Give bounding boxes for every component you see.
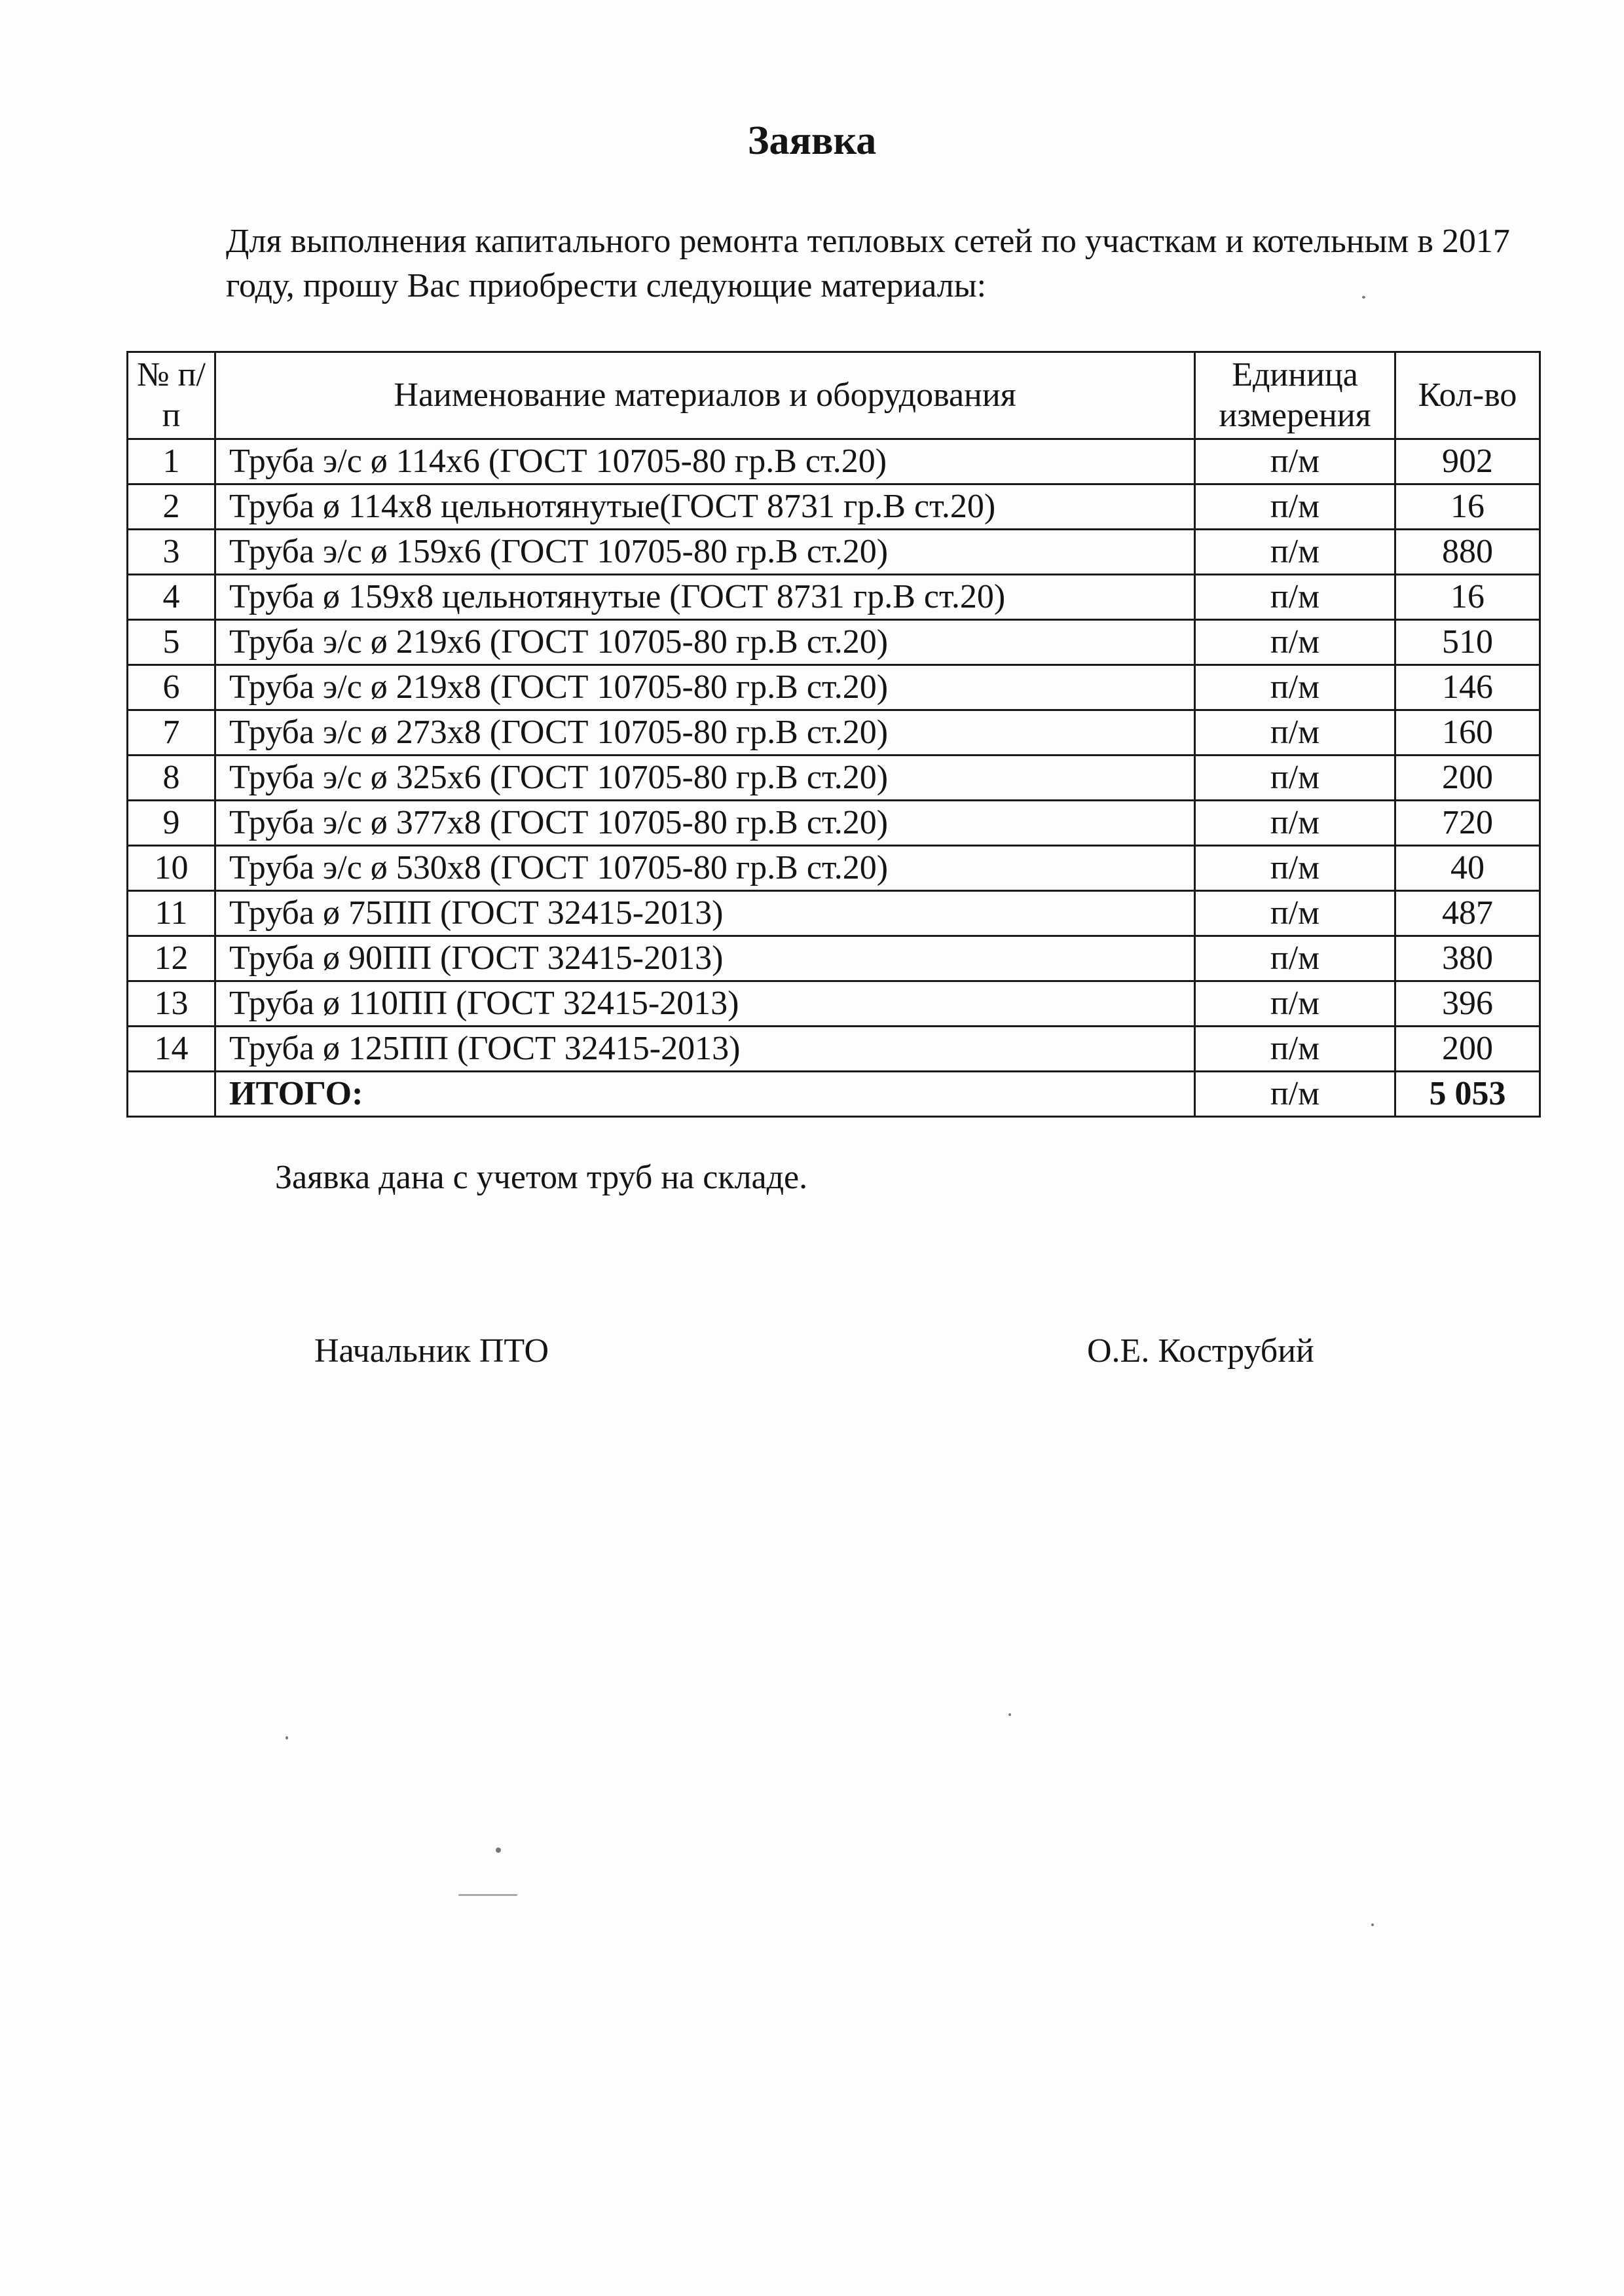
row-unit: п/м — [1195, 1027, 1395, 1072]
row-qty: 146 — [1395, 665, 1540, 710]
row-name: Труба э/с ø 325х6 (ГОСТ 10705-80 гр.В ст.20) — [215, 756, 1195, 801]
table-row — [128, 1027, 1540, 1072]
row-unit: п/м — [1195, 530, 1395, 575]
total-qty: 5 053 — [1395, 1072, 1540, 1117]
row-name: Труба э/с ø 219х6 (ГОСТ 10705-80 гр.В ст.20) — [215, 620, 1195, 665]
row-name: Труба ø 90ПП (ГОСТ 32415-2013) — [215, 936, 1195, 981]
row-qty: 396 — [1395, 981, 1540, 1027]
row-num: 8 — [128, 756, 215, 801]
scan-speck — [458, 1894, 517, 1896]
row-unit: п/м — [1195, 801, 1395, 846]
document-title: Заявка — [747, 118, 877, 163]
row-qty: 487 — [1395, 891, 1540, 936]
row-unit: п/м — [1195, 981, 1395, 1027]
row-unit: п/м — [1195, 665, 1395, 710]
row-qty: 902 — [1395, 439, 1540, 484]
row-num: 9 — [128, 801, 215, 846]
total-unit: п/м — [1195, 1072, 1395, 1117]
table-row — [128, 891, 1540, 936]
table-row — [128, 936, 1540, 981]
row-qty: 380 — [1395, 936, 1540, 981]
row-unit: п/м — [1195, 846, 1395, 891]
row-name: Труба э/с ø 159х6 (ГОСТ 10705-80 гр.В ст.20) — [215, 530, 1195, 575]
row-name: Труба э/с ø 273х8 (ГОСТ 10705-80 гр.В ст.20) — [215, 710, 1195, 756]
row-name: Труба э/с ø 530х8 (ГОСТ 10705-80 гр.В ст.20) — [215, 846, 1195, 891]
row-unit: п/м — [1195, 575, 1395, 620]
row-qty: 880 — [1395, 530, 1540, 575]
signatory-position: Начальник ПТО — [314, 1332, 549, 1370]
row-name: Труба э/с ø 114х6 (ГОСТ 10705-80 гр.В ст.20) — [215, 439, 1195, 484]
row-num: 6 — [128, 665, 215, 710]
row-unit: п/м — [1195, 439, 1395, 484]
row-name: Труба э/с ø 219х8 (ГОСТ 10705-80 гр.В ст.20) — [215, 665, 1195, 710]
scan-speck — [1008, 1713, 1011, 1716]
row-num: 2 — [128, 484, 215, 530]
row-num: 1 — [128, 439, 215, 484]
header-num: № п/п — [128, 352, 215, 439]
row-qty: 16 — [1395, 484, 1540, 530]
row-unit: п/м — [1195, 484, 1395, 530]
table-row — [128, 575, 1540, 620]
table-row — [128, 801, 1540, 846]
row-qty: 200 — [1395, 1027, 1540, 1072]
row-num: 12 — [128, 936, 215, 981]
row-num: 13 — [128, 981, 215, 1027]
header-name: Наименование материалов и оборудования — [215, 352, 1195, 439]
intro-paragraph: Для выполнения капитального ремонта тепловых сетей по участкам и котельным в 2017 году, прошу Вас приобрести следующие материалы: — [226, 223, 1510, 304]
row-num: 5 — [128, 620, 215, 665]
row-num: 10 — [128, 846, 215, 891]
table-row — [128, 710, 1540, 756]
row-unit: п/м — [1195, 710, 1395, 756]
table-row — [128, 484, 1540, 530]
table-row — [128, 439, 1540, 484]
total-num-cell — [128, 1072, 215, 1117]
row-num: 11 — [128, 891, 215, 936]
table-row — [128, 620, 1540, 665]
header-unit: Единица измерения — [1195, 352, 1395, 439]
table-row — [128, 665, 1540, 710]
table-row — [128, 756, 1540, 801]
row-qty: 16 — [1395, 575, 1540, 620]
table-header-row — [128, 352, 1540, 439]
stock-note: Заявка дана с учетом труб на складе. — [275, 1159, 808, 1196]
row-name: Труба ø 159х8 цельнотянутые (ГОСТ 8731 гр.В ст.20) — [215, 575, 1195, 620]
table-row — [128, 530, 1540, 575]
row-qty: 510 — [1395, 620, 1540, 665]
header-qty: Кол-во — [1395, 352, 1540, 439]
row-unit: п/м — [1195, 936, 1395, 981]
row-qty: 160 — [1395, 710, 1540, 756]
scan-speck — [286, 1736, 288, 1740]
scan-speck — [496, 1848, 501, 1853]
row-num: 14 — [128, 1027, 215, 1072]
signatory-name: О.Е. Кострубий — [1087, 1332, 1314, 1370]
table-row — [128, 981, 1540, 1027]
row-name: Труба ø 110ПП (ГОСТ 32415-2013) — [215, 981, 1195, 1027]
row-unit: п/м — [1195, 620, 1395, 665]
row-qty: 200 — [1395, 756, 1540, 801]
table-total-row — [128, 1072, 1540, 1117]
scan-speck — [1371, 1923, 1374, 1926]
table-row — [128, 846, 1540, 891]
scan-speck — [1362, 296, 1365, 299]
row-unit: п/м — [1195, 756, 1395, 801]
row-name: Труба ø 125ПП (ГОСТ 32415-2013) — [215, 1027, 1195, 1072]
row-name: Труба э/с ø 377х8 (ГОСТ 10705-80 гр.В ст.20) — [215, 801, 1195, 846]
row-unit: п/м — [1195, 891, 1395, 936]
row-name: Труба ø 75ПП (ГОСТ 32415-2013) — [215, 891, 1195, 936]
total-label: ИТОГО: — [215, 1072, 1195, 1117]
row-qty: 40 — [1395, 846, 1540, 891]
row-name: Труба ø 114х8 цельнотянутые(ГОСТ 8731 гр.В ст.20) — [215, 484, 1195, 530]
row-num: 4 — [128, 575, 215, 620]
row-qty: 720 — [1395, 801, 1540, 846]
materials-table — [126, 351, 1541, 1118]
row-num: 7 — [128, 710, 215, 756]
row-num: 3 — [128, 530, 215, 575]
